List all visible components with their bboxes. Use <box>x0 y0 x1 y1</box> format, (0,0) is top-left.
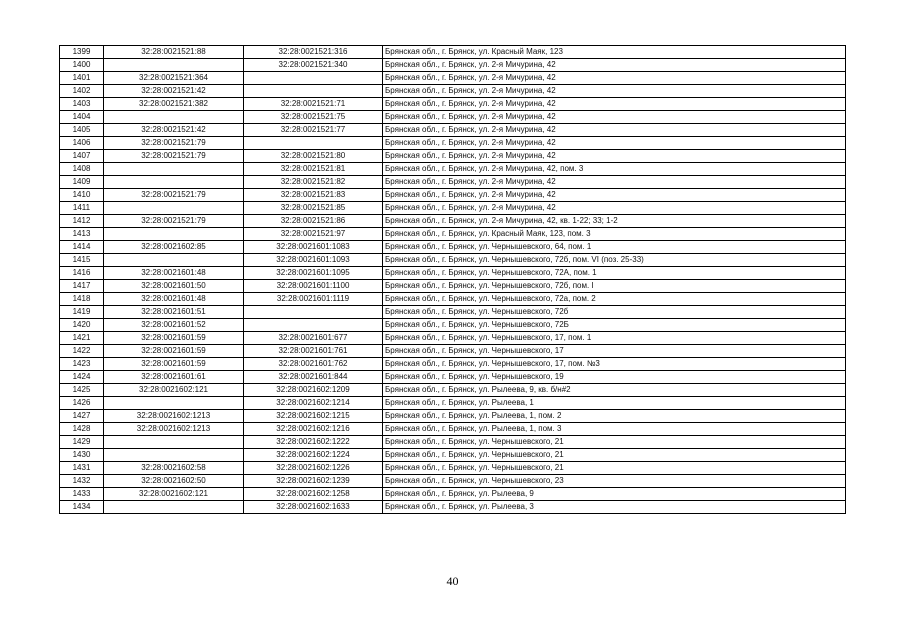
object-number-cell: 32:28:0021521:316 <box>244 46 383 59</box>
address-cell: Брянская обл., г. Брянск, ул. Рылеева, 3 <box>383 501 846 514</box>
table-row <box>60 384 846 397</box>
table-row <box>60 202 846 215</box>
parcel-number-cell <box>104 111 244 124</box>
row-number-cell: 1424 <box>60 371 104 384</box>
address-cell: Брянская обл., г. Брянск, ул. 2-я Мичурина, 42 <box>383 124 846 137</box>
row-number-cell: 1420 <box>60 319 104 332</box>
address-cell: Брянская обл., г. Брянск, ул. 2-я Мичурина, 42, пом. 3 <box>383 163 846 176</box>
row-number-cell: 1425 <box>60 384 104 397</box>
address-cell: Брянская обл., г. Брянск, ул. Рылеева, 1 <box>383 397 846 410</box>
parcel-number-cell <box>104 202 244 215</box>
object-number-cell: 32:28:0021601:1100 <box>244 280 383 293</box>
address-cell: Брянская обл., г. Брянск, ул. Рылеева, 1, пом. 2 <box>383 410 846 423</box>
address-cell: Брянская обл., г. Брянск, ул. Чернышевского, 17, пом. №3 <box>383 358 846 371</box>
table-row <box>60 215 846 228</box>
object-number-cell: 32:28:0021521:81 <box>244 163 383 176</box>
parcel-number-cell: 32:28:0021602:121 <box>104 384 244 397</box>
parcel-number-cell: 32:28:0021521:79 <box>104 150 244 163</box>
address-cell: Брянская обл., г. Брянск, ул. 2-я Мичурина, 42 <box>383 111 846 124</box>
object-number-cell: 32:28:0021601:844 <box>244 371 383 384</box>
object-number-cell <box>244 137 383 150</box>
row-number-cell: 1405 <box>60 124 104 137</box>
parcel-number-cell: 32:28:0021521:79 <box>104 215 244 228</box>
table-row <box>60 488 846 501</box>
row-number-cell: 1399 <box>60 46 104 59</box>
parcel-number-cell <box>104 501 244 514</box>
object-number-cell: 32:28:0021602:1633 <box>244 501 383 514</box>
address-cell: Брянская обл., г. Брянск, ул. Чернышевского, 72б, пом. I <box>383 280 846 293</box>
object-number-cell: 32:28:0021601:761 <box>244 345 383 358</box>
row-number-cell: 1415 <box>60 254 104 267</box>
address-cell: Брянская обл., г. Брянск, ул. 2-я Мичурина, 42 <box>383 202 846 215</box>
parcel-number-cell: 32:28:0021602:50 <box>104 475 244 488</box>
address-cell: Брянская обл., г. Брянск, ул. 2-я Мичурина, 42 <box>383 85 846 98</box>
parcel-number-cell: 32:28:0021602:1213 <box>104 410 244 423</box>
table-row <box>60 410 846 423</box>
row-number-cell: 1414 <box>60 241 104 254</box>
parcel-number-cell: 32:28:0021521:79 <box>104 189 244 202</box>
table-row <box>60 228 846 241</box>
table-row <box>60 280 846 293</box>
row-number-cell: 1411 <box>60 202 104 215</box>
table-row <box>60 293 846 306</box>
object-number-cell: 32:28:0021602:1224 <box>244 449 383 462</box>
row-number-cell: 1410 <box>60 189 104 202</box>
table-row <box>60 475 846 488</box>
table-row <box>60 150 846 163</box>
table-row <box>60 46 846 59</box>
row-number-cell: 1434 <box>60 501 104 514</box>
address-cell: Брянская обл., г. Брянск, ул. 2-я Мичурина, 42 <box>383 176 846 189</box>
row-number-cell: 1402 <box>60 85 104 98</box>
object-number-cell: 32:28:0021521:86 <box>244 215 383 228</box>
table-row <box>60 449 846 462</box>
table-row <box>60 358 846 371</box>
row-number-cell: 1400 <box>60 59 104 72</box>
row-number-cell: 1430 <box>60 449 104 462</box>
table-row <box>60 189 846 202</box>
object-number-cell <box>244 85 383 98</box>
object-number-cell <box>244 72 383 85</box>
address-cell: Брянская обл., г. Брянск, ул. Чернышевского, 72б <box>383 306 846 319</box>
address-cell: Брянская обл., г. Брянск, ул. Чернышевского, 72а, пом. 2 <box>383 293 846 306</box>
row-number-cell: 1403 <box>60 98 104 111</box>
row-number-cell: 1423 <box>60 358 104 371</box>
page-number: 40 <box>446 574 459 588</box>
object-number-cell: 32:28:0021521:75 <box>244 111 383 124</box>
object-number-cell: 32:28:0021602:1226 <box>244 462 383 475</box>
object-number-cell <box>244 306 383 319</box>
address-cell: Брянская обл., г. Брянск, ул. Чернышевского, 21 <box>383 436 846 449</box>
row-number-cell: 1413 <box>60 228 104 241</box>
row-number-cell: 1428 <box>60 423 104 436</box>
row-number-cell: 1419 <box>60 306 104 319</box>
table-row <box>60 306 846 319</box>
parcel-number-cell: 32:28:0021601:59 <box>104 345 244 358</box>
table-row <box>60 72 846 85</box>
table-row <box>60 59 846 72</box>
table-row <box>60 254 846 267</box>
address-cell: Брянская обл., г. Брянск, ул. Чернышевского, 21 <box>383 449 846 462</box>
object-number-cell: 32:28:0021602:1215 <box>244 410 383 423</box>
object-number-cell: 32:28:0021521:85 <box>244 202 383 215</box>
table-row <box>60 137 846 150</box>
parcel-number-cell <box>104 449 244 462</box>
address-cell: Брянская обл., г. Брянск, ул. Чернышевского, 72б, пом. VI (поз. 25-33) <box>383 254 846 267</box>
object-number-cell: 32:28:0021602:1216 <box>244 423 383 436</box>
object-number-cell: 32:28:0021602:1209 <box>244 384 383 397</box>
parcel-number-cell: 32:28:0021601:61 <box>104 371 244 384</box>
parcel-number-cell: 32:28:0021601:51 <box>104 306 244 319</box>
parcel-number-cell: 32:28:0021521:88 <box>104 46 244 59</box>
object-number-cell: 32:28:0021602:1214 <box>244 397 383 410</box>
table-row <box>60 371 846 384</box>
parcel-number-cell: 32:28:0021601:48 <box>104 267 244 280</box>
parcel-number-cell: 32:28:0021521:382 <box>104 98 244 111</box>
parcel-number-cell <box>104 397 244 410</box>
row-number-cell: 1417 <box>60 280 104 293</box>
address-cell: Брянская обл., г. Брянск, ул. 2-я Мичурина, 42 <box>383 137 846 150</box>
address-cell: Брянская обл., г. Брянск, ул. 2-я Мичурина, 42 <box>383 59 846 72</box>
parcel-number-cell: 32:28:0021602:58 <box>104 462 244 475</box>
table-row <box>60 176 846 189</box>
table-row <box>60 436 846 449</box>
table-row <box>60 85 846 98</box>
row-number-cell: 1407 <box>60 150 104 163</box>
parcel-number-cell: 32:28:0021521:42 <box>104 85 244 98</box>
row-number-cell: 1421 <box>60 332 104 345</box>
table-row <box>60 267 846 280</box>
object-number-cell: 32:28:0021601:1095 <box>244 267 383 280</box>
row-number-cell: 1408 <box>60 163 104 176</box>
parcel-number-cell <box>104 436 244 449</box>
row-number-cell: 1422 <box>60 345 104 358</box>
object-number-cell: 32:28:0021521:71 <box>244 98 383 111</box>
row-number-cell: 1429 <box>60 436 104 449</box>
table-row <box>60 111 846 124</box>
parcel-number-cell: 32:28:0021601:50 <box>104 280 244 293</box>
parcel-number-cell <box>104 59 244 72</box>
address-cell: Брянская обл., г. Брянск, ул. Чернышевского, 17, пом. 1 <box>383 332 846 345</box>
row-number-cell: 1432 <box>60 475 104 488</box>
address-cell: Брянская обл., г. Брянск, ул. 2-я Мичурина, 42 <box>383 150 846 163</box>
table-row <box>60 345 846 358</box>
table-row <box>60 423 846 436</box>
parcel-number-cell: 32:28:0021601:52 <box>104 319 244 332</box>
object-number-cell: 32:28:0021521:77 <box>244 124 383 137</box>
row-number-cell: 1409 <box>60 176 104 189</box>
row-number-cell: 1406 <box>60 137 104 150</box>
object-number-cell: 32:28:0021601:1083 <box>244 241 383 254</box>
object-number-cell: 32:28:0021602:1258 <box>244 488 383 501</box>
address-cell: Брянская обл., г. Брянск, ул. 2-я Мичурина, 42 <box>383 72 846 85</box>
table-row <box>60 397 846 410</box>
address-cell: Брянская обл., г. Брянск, ул. Чернышевского, 72Б <box>383 319 846 332</box>
parcel-number-cell: 32:28:0021601:59 <box>104 332 244 345</box>
table-row <box>60 163 846 176</box>
object-number-cell: 32:28:0021521:97 <box>244 228 383 241</box>
address-cell: Брянская обл., г. Брянск, ул. Красный Маяк, 123 <box>383 46 846 59</box>
parcel-number-cell <box>104 176 244 189</box>
object-number-cell: 32:28:0021601:762 <box>244 358 383 371</box>
parcel-number-cell: 32:28:0021521:364 <box>104 72 244 85</box>
address-cell: Брянская обл., г. Брянск, ул. Чернышевского, 19 <box>383 371 846 384</box>
parcel-number-cell: 32:28:0021601:48 <box>104 293 244 306</box>
parcel-number-cell: 32:28:0021602:1213 <box>104 423 244 436</box>
row-number-cell: 1404 <box>60 111 104 124</box>
table-row <box>60 241 846 254</box>
address-cell: Брянская обл., г. Брянск, ул. Чернышевского, 72А, пом. 1 <box>383 267 846 280</box>
parcel-number-cell: 32:28:0021521:79 <box>104 137 244 150</box>
row-number-cell: 1426 <box>60 397 104 410</box>
table-row <box>60 462 846 475</box>
address-cell: Брянская обл., г. Брянск, ул. Чернышевского, 64, пом. 1 <box>383 241 846 254</box>
address-cell: Брянская обл., г. Брянск, ул. Чернышевского, 17 <box>383 345 846 358</box>
row-number-cell: 1431 <box>60 462 104 475</box>
parcel-number-cell: 32:28:0021601:59 <box>104 358 244 371</box>
object-number-cell: 32:28:0021602:1222 <box>244 436 383 449</box>
object-number-cell: 32:28:0021601:1119 <box>244 293 383 306</box>
row-number-cell: 1412 <box>60 215 104 228</box>
address-cell: Брянская обл., г. Брянск, ул. 2-я Мичурина, 42 <box>383 189 846 202</box>
object-number-cell: 32:28:0021521:80 <box>244 150 383 163</box>
cadastral-table <box>59 45 846 514</box>
table-body <box>60 46 846 514</box>
address-cell: Брянская обл., г. Брянск, ул. Рылеева, 9, кв. б/н#2 <box>383 384 846 397</box>
table-row <box>60 332 846 345</box>
object-number-cell: 32:28:0021602:1239 <box>244 475 383 488</box>
address-cell: Брянская обл., г. Брянск, ул. Чернышевского, 23 <box>383 475 846 488</box>
address-cell: Брянская обл., г. Брянск, ул. Рылеева, 1, пом. 3 <box>383 423 846 436</box>
object-number-cell <box>244 319 383 332</box>
row-number-cell: 1433 <box>60 488 104 501</box>
address-cell: Брянская обл., г. Брянск, ул. Рылеева, 9 <box>383 488 846 501</box>
row-number-cell: 1401 <box>60 72 104 85</box>
row-number-cell: 1427 <box>60 410 104 423</box>
table-row <box>60 319 846 332</box>
object-number-cell: 32:28:0021601:1093 <box>244 254 383 267</box>
table-row <box>60 501 846 514</box>
parcel-number-cell <box>104 254 244 267</box>
object-number-cell: 32:28:0021601:677 <box>244 332 383 345</box>
address-cell: Брянская обл., г. Брянск, ул. Чернышевского, 21 <box>383 462 846 475</box>
row-number-cell: 1418 <box>60 293 104 306</box>
parcel-number-cell <box>104 163 244 176</box>
address-cell: Брянская обл., г. Брянск, ул. 2-я Мичурина, 42, кв. 1-22; 33; 1-2 <box>383 215 846 228</box>
object-number-cell: 32:28:0021521:83 <box>244 189 383 202</box>
row-number-cell: 1416 <box>60 267 104 280</box>
parcel-number-cell: 32:28:0021602:85 <box>104 241 244 254</box>
address-cell: Брянская обл., г. Брянск, ул. Красный Маяк, 123, пом. 3 <box>383 228 846 241</box>
object-number-cell: 32:28:0021521:340 <box>244 59 383 72</box>
table-row <box>60 124 846 137</box>
parcel-number-cell: 32:28:0021521:42 <box>104 124 244 137</box>
parcel-number-cell <box>104 228 244 241</box>
table-row <box>60 98 846 111</box>
parcel-number-cell: 32:28:0021602:121 <box>104 488 244 501</box>
address-cell: Брянская обл., г. Брянск, ул. 2-я Мичурина, 42 <box>383 98 846 111</box>
object-number-cell: 32:28:0021521:82 <box>244 176 383 189</box>
